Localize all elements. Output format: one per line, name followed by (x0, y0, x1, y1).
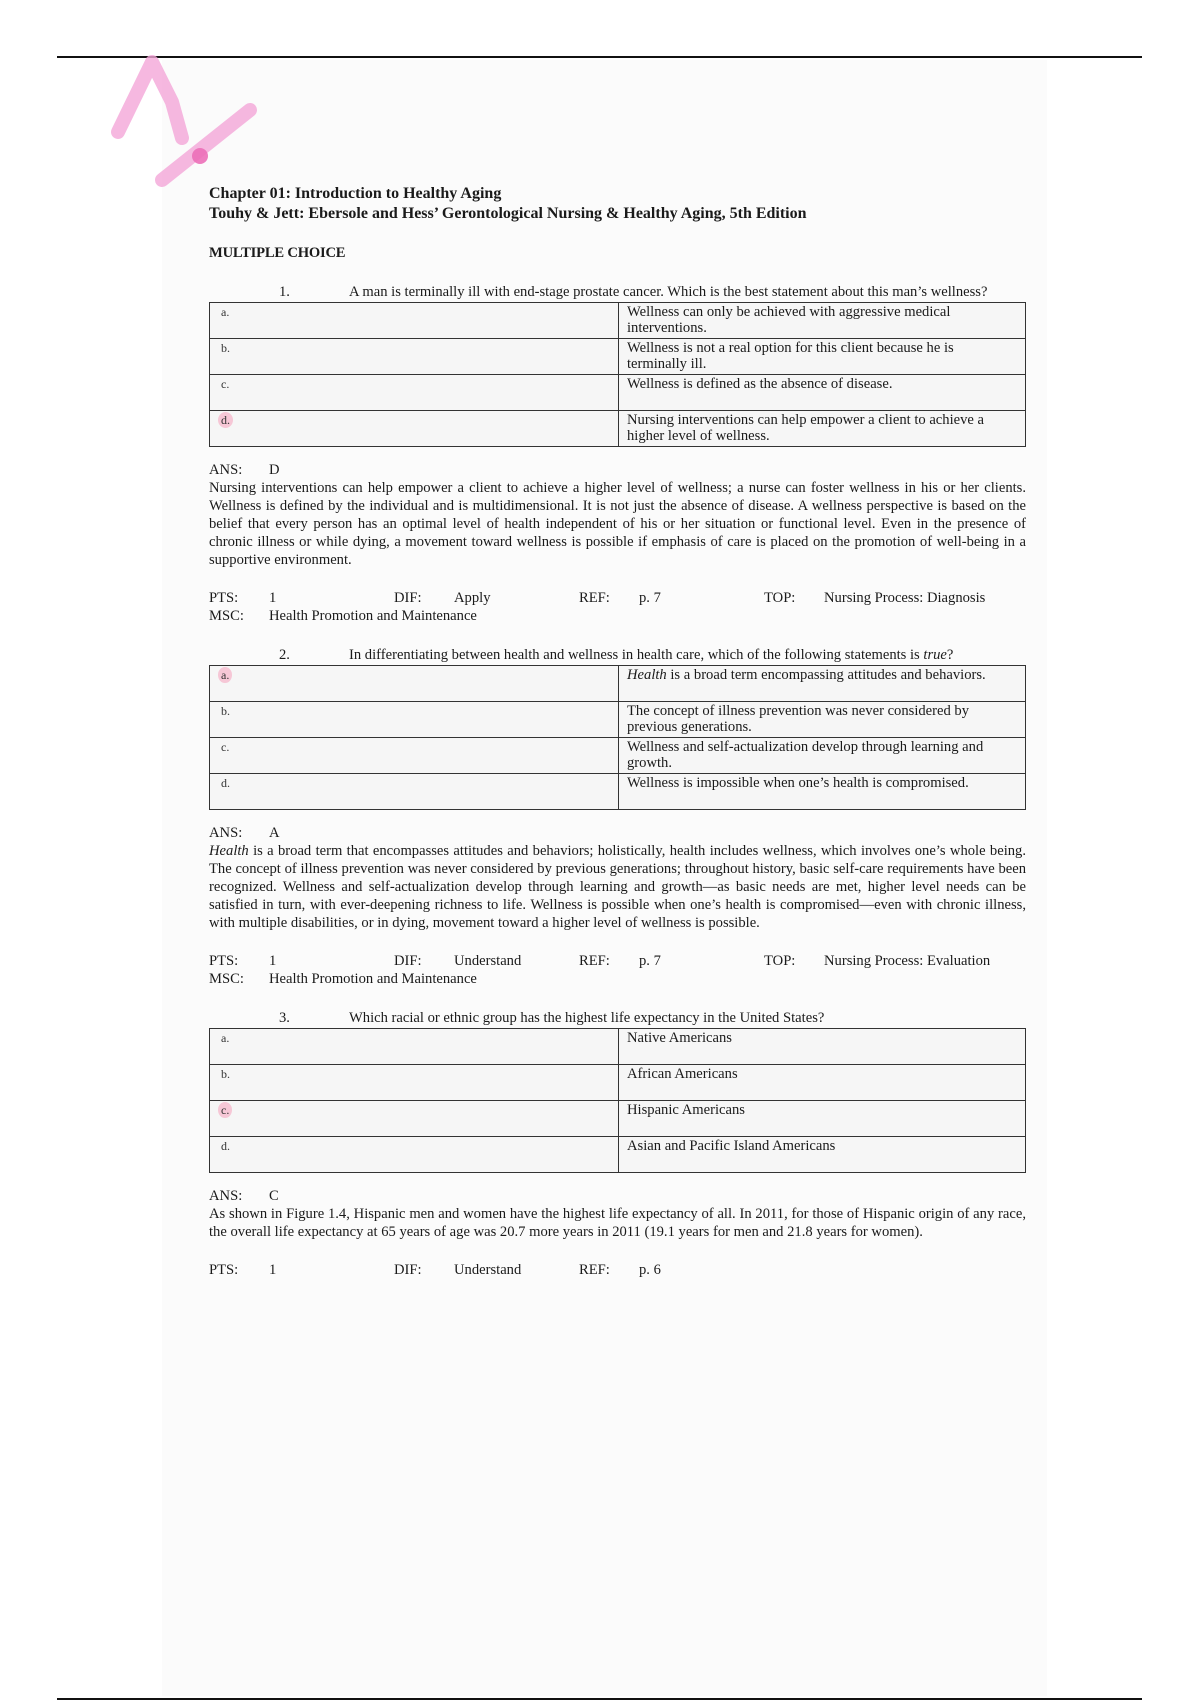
option-letter-marked: c. (218, 1102, 232, 1118)
question-meta: PTS: 1 DIF: Apply REF: p. 7 TOP: Nursing Process: Diagnosis MSC: Health Promotion and Maintenance (209, 590, 986, 624)
rationale: As shown in Figure 1.4, Hispanic men and women have the highest life expectancy of all. In 2011, for those of Hispanic origin of any race, the overall life expectancy at 65 years of age was 20.7 more years in 2011 (19.1 years for men and 21.8 years for women). (209, 1206, 1026, 1240)
option-text: Native Americans (619, 1029, 1026, 1065)
answer-value: A (269, 825, 280, 841)
option-text: Health is a broad term encompassing attitudes and behaviors. (619, 666, 1026, 702)
option-row[interactable] (210, 702, 1026, 738)
answer-value: D (269, 462, 280, 478)
rationale: Nursing interventions can help empower a client to achieve a higher level of wellness; a nurse can foster wellness in his or her clients. Wellness is defined by the individual and is multidimensional. It is not just the absence of disease. A wellness perspective is based on the belief that every person has an optimal level of health independent of his or her situation or functional level. Even in the presence of chronic illness or while dying, a movement toward wellness is possible if emphasis of care is placed on the promotion of well-being in a supportive environment. (209, 480, 1026, 568)
question-2 (209, 646, 1026, 988)
option-letter-marked: d. (218, 412, 233, 428)
question-stem: 1. A man is terminally ill with end-stage prostate cancer. Which is the best statement about this man’s wellness? (209, 283, 1026, 301)
option-row[interactable] (210, 666, 1026, 702)
options-table (209, 665, 1026, 810)
question-meta: PTS: 1 DIF: Understand REF: p. 7 TOP: Nursing Process: Evaluation MSC: Health Promotion and Maintenance (209, 953, 991, 987)
option-letter: a. (221, 305, 230, 319)
chapter-title: Chapter 01: Introduction to Healthy Aging (209, 185, 502, 202)
pink-pen-mark-icon (100, 50, 270, 200)
option-letter: b. (221, 704, 230, 718)
option-row[interactable] (210, 375, 1026, 411)
option-row[interactable] (210, 411, 1026, 447)
option-letter: c. (221, 740, 230, 754)
options-table (209, 1028, 1026, 1173)
option-row[interactable] (210, 738, 1026, 774)
option-text: Wellness can only be achieved with aggressive medical interventions. (619, 303, 1026, 339)
answer-line: ANS: D (209, 462, 280, 478)
answer-line: ANS: A (209, 825, 280, 841)
document-body (209, 184, 1026, 1297)
option-letter: b. (221, 341, 230, 355)
question-3 (209, 1009, 1026, 1297)
question-1 (209, 283, 1026, 625)
answer-line: ANS: C (209, 1188, 279, 1204)
section-heading: MULTIPLE CHOICE (209, 245, 346, 261)
option-letter: b. (221, 1067, 230, 1081)
option-letter: c. (221, 377, 230, 391)
option-row[interactable] (210, 1101, 1026, 1137)
option-text: Hispanic Americans (619, 1101, 1026, 1137)
option-letter: d. (221, 1139, 230, 1153)
option-text: Wellness is not a real option for this client because he is terminally ill. (619, 339, 1026, 375)
option-text: Wellness is impossible when one’s health is compromised. (619, 774, 1026, 810)
option-letter: a. (221, 1031, 230, 1045)
answer-value: C (269, 1188, 279, 1204)
option-text: The concept of illness prevention was never considered by previous generations. (619, 702, 1026, 738)
option-text: Wellness is defined as the absence of disease. (619, 375, 1026, 411)
option-letter-marked: a. (218, 667, 232, 683)
question-number: 1. (279, 284, 290, 300)
option-row[interactable] (210, 1065, 1026, 1101)
option-row[interactable] (210, 774, 1026, 810)
question-meta: PTS: 1 DIF: Understand REF: p. 6 (209, 1262, 661, 1278)
options-table (209, 302, 1026, 447)
option-row[interactable] (210, 303, 1026, 339)
option-letter: d. (221, 776, 230, 790)
option-text: Nursing interventions can help empower a client to achieve a higher level of wellness. (619, 411, 1026, 447)
rationale: Health is a broad term that encompasses attitudes and behaviors; holistically, health includes wellness, which involves one’s whole being. The concept of illness prevention was never considered by previous generations; throughout history, basic self-care requirements have been recognized. Wellness and self-actualization develop through learning and growth—as basic needs are met, higher level needs can be satisfied in turn, with ever-deepening richness to life. Wellness is possible when one’s health is compromised—even with chronic illness, with multiple disabilities, or in dying, movement toward a higher level of wellness is possible. (209, 843, 1026, 931)
book-title: Touhy & Jett: Ebersole and Hess’ Gerontological Nursing & Healthy Aging, 5th Edition (209, 205, 807, 222)
option-text: Wellness and self-actualization develop through learning and growth. (619, 738, 1026, 774)
question-number: 2. (279, 647, 290, 663)
option-text: African Americans (619, 1065, 1026, 1101)
option-text: Asian and Pacific Island Americans (619, 1137, 1026, 1173)
option-row[interactable] (210, 1137, 1026, 1173)
question-stem: 3. Which racial or ethnic group has the highest life expectancy in the United States? (209, 1009, 1026, 1027)
option-row[interactable] (210, 1029, 1026, 1065)
question-stem: 2. In differentiating between health and wellness in health care, which of the following statements is true? (209, 646, 1026, 664)
option-row[interactable] (210, 339, 1026, 375)
question-number: 3. (279, 1010, 290, 1026)
